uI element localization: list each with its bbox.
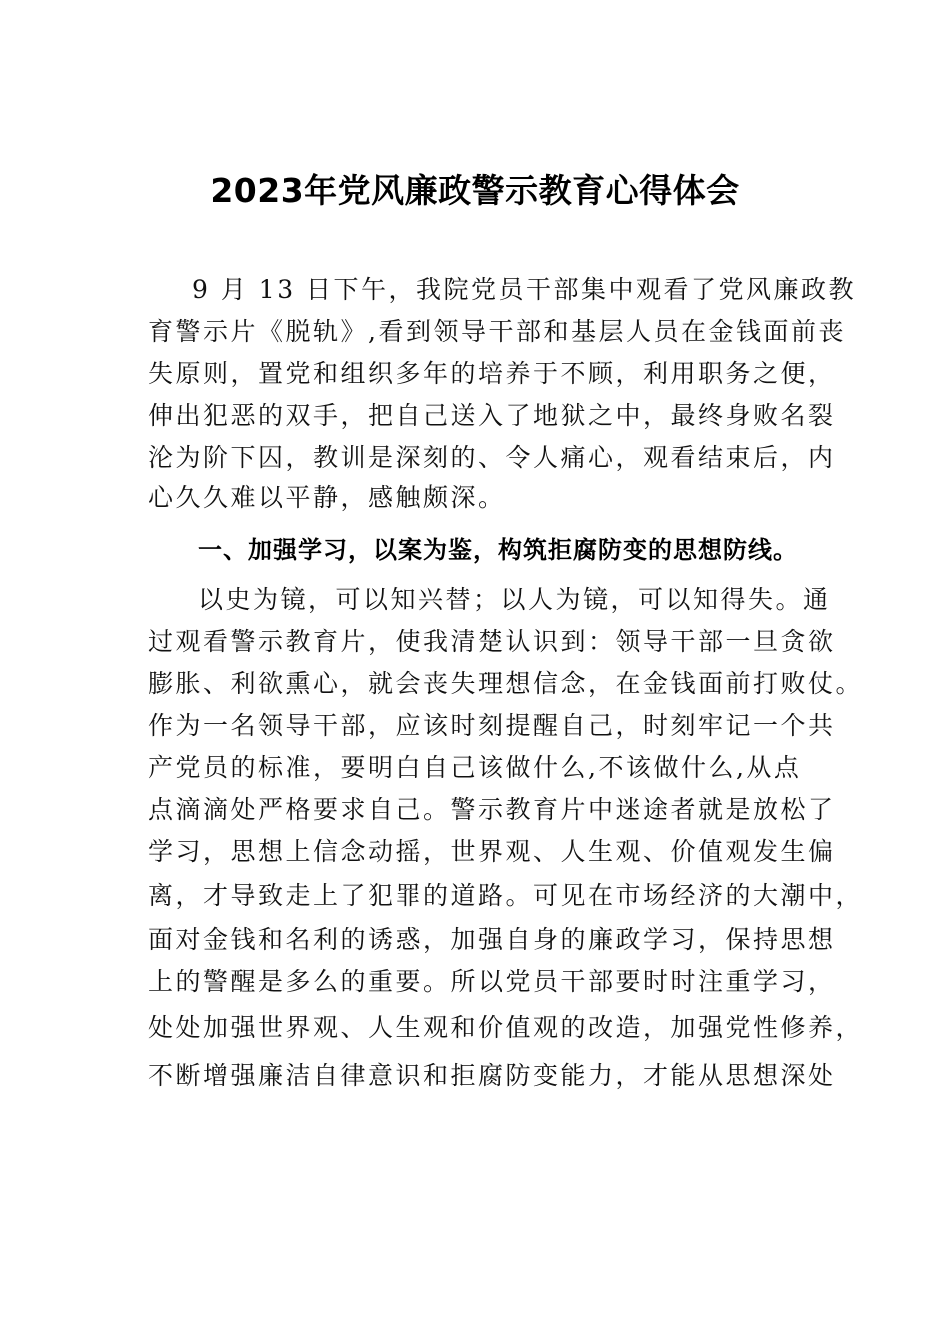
document-title: 2023年党风廉政警示教育心得体会 xyxy=(210,171,740,210)
paragraph-line: 点滴滴处严格要求自己。警示教育片中迷途者就是放松了 xyxy=(148,795,836,824)
paragraph-line: 离，才导致走上了犯罪的道路。可见在市场经济的大潮中， xyxy=(148,881,864,910)
paragraph-line: 学习，思想上信念动摇，世界观、人生观、价值观发生偏 xyxy=(148,837,836,866)
paragraph-line: 9 月 13 日下午，我院党员干部集中观看了党风廉政教 xyxy=(192,275,857,304)
paragraph-line: 产党员的标准，要明白自己该做什么,不该做什么,从点 xyxy=(148,753,802,782)
paragraph-line: 育警示片《脱轨》,看到领导干部和基层人员在金钱面前丧 xyxy=(148,317,846,346)
paragraph-line: 膨胀、利欲熏心，就会丧失理想信念，在金钱面前打败仗。 xyxy=(148,669,864,698)
paragraph-line: 伸出犯恶的双手，把自己送入了地狱之中，最终身败名裂 xyxy=(148,401,836,430)
paragraph-line: 上的警醒是多么的重要。所以党员干部要时时注重学习， xyxy=(148,967,836,996)
paragraph-line: 心久久难以平静，感触颇深。 xyxy=(148,483,506,512)
paragraph-line: 失原则，置党和组织多年的培养于不顾，利用职务之便， xyxy=(148,359,836,388)
paragraph-line: 不断增强廉洁自律意识和拒腐防变能力，才能从思想深处 xyxy=(148,1061,836,1090)
paragraph-line: 以史为镜，可以知兴替；以人为镜，可以知得失。通 xyxy=(198,585,831,614)
paragraph-line: 过观看警示教育片，使我清楚认识到：领导干部一旦贪欲 xyxy=(148,627,836,656)
paragraph-line: 沦为阶下囚，教训是深刻的、令人痛心，观看结束后，内 xyxy=(148,443,836,472)
paragraph-line: 作为一名领导干部，应该时刻提醒自己，时刻牢记一个共 xyxy=(148,711,836,740)
paragraph-line: 处处加强世界观、人生观和价值观的改造，加强党性修养， xyxy=(148,1013,864,1042)
paragraph-line: 面对金钱和名利的诱惑，加强自身的廉政学习，保持思想 xyxy=(148,925,836,954)
section-heading: 一、加强学习，以案为鉴，构筑拒腐防变的思想防线。 xyxy=(198,536,798,564)
